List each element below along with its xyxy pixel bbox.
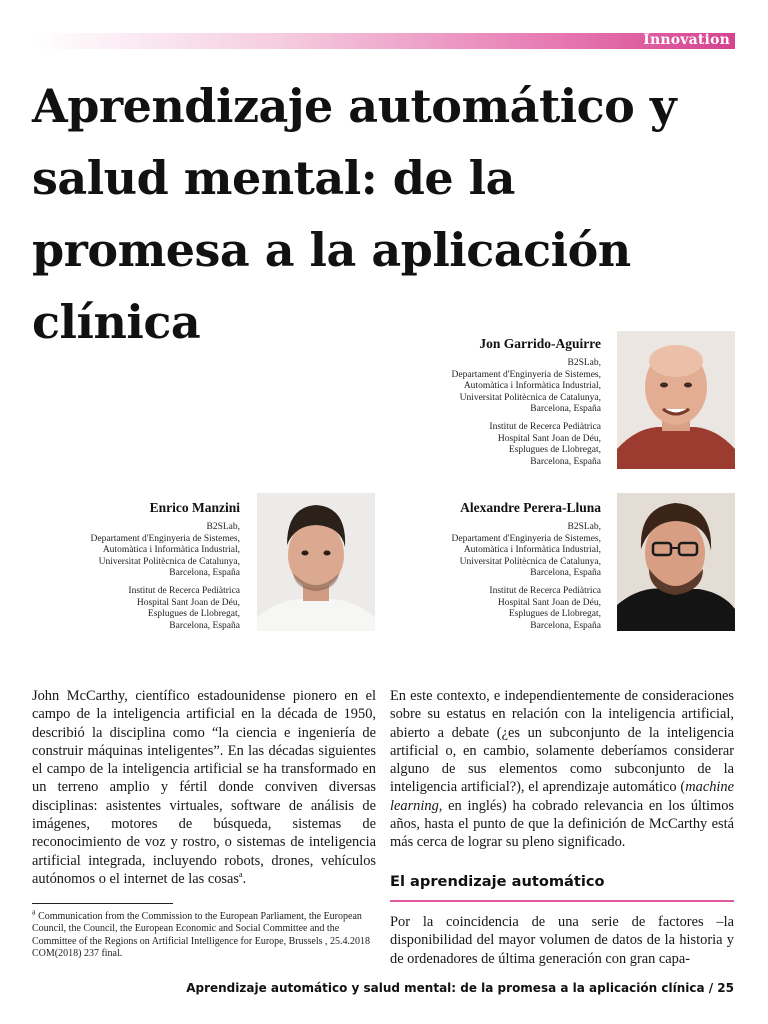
author-affiliation-1 <box>341 358 601 416</box>
affiliation-line: Hospital Sant Joan de Déu, <box>497 433 601 444</box>
paragraph: Por la coincidencia de una serie de factores –la disponibilidad del mayor volumen de datos de la historia y de ordenadores de última generación con gran capa- <box>390 914 734 967</box>
paragraph-text: . <box>242 870 247 887</box>
author-name: Alexandre Perera-Lluna <box>460 500 601 515</box>
author-affiliation-2 <box>341 586 601 632</box>
article-title: Aprendizaje automático y salud mental: de la promesa a la aplicación clínica <box>32 79 677 349</box>
author-name: Enrico Manzini <box>149 500 240 515</box>
affiliation-line: Barcelona, España <box>169 620 240 631</box>
affiliation-line: Barcelona, España <box>530 456 601 467</box>
author-affiliation-2 <box>0 586 240 632</box>
affiliation-line: B2SLab, <box>206 522 240 532</box>
footnote-reference: a <box>239 870 243 880</box>
author-block-garrido <box>341 336 601 468</box>
section-heading: El aprendizaje automático <box>390 873 605 890</box>
author-block-perera <box>341 500 601 632</box>
paragraph-text: John McCarthy, científico estadounidense pionero en el campo de la inteligencia artificial en la década de 1950, describió la disciplina como “la ciencia e ingeniería de construir máquinas inteligentes”. En las décadas siguientes el campo de la inteligencia artificial se ha transformado en un terreno amplio y fértil donde conviven diversas disciplinas: asistentes virtuales, software de análisis de imágenes, motores de búsqueda, sistemas de reconocimiento de voz y rostro, o sistemas de inteligencia artificial integrada, incluyendo robots, drones, vehículos autónomos o el internet de las cosas <box>32 688 376 887</box>
affiliation-line: Esplugues de Llobregat, <box>508 609 601 620</box>
footnote-divider <box>32 903 173 904</box>
paragraph <box>390 687 734 852</box>
affiliation-line: Departament d'Enginyeria de Sistemes, <box>451 369 601 380</box>
author-photo-garrido <box>617 331 735 469</box>
author-affiliation-2 <box>341 422 601 468</box>
body-column-1 <box>32 687 376 888</box>
author-name: Jon Garrido-Aguirre <box>479 336 601 351</box>
paragraph-text: En este contexto, e independientemente de consideraciones sobre su estatus en relación con la inteligencia artificial, abierto a debate (¿es un subconjunto de la inteligencia artificial o, en cambio, solamente deberíamos considerar alguno de sus elementos como subconjunto de la inteligencia artificial?), el aprendizaje automático ( <box>390 688 734 796</box>
affiliation-line: Universitat Politècnica de Catalunya, <box>459 556 601 567</box>
affiliation-line: Institut de Recerca Pediàtrica <box>489 585 601 596</box>
author-photo-perera <box>617 493 735 631</box>
running-footer: Aprendizaje automático y salud mental: de la promesa a la aplicación clínica / 25 <box>186 981 734 995</box>
footnote-text: Communication from the Commission to the European Parliament, the European Council, the Council, the European Economic and Social Committee and the Committee of the Regions on Artificial Intelligence for Europe, Brussels , 25.4.2018 COM(2018) 237 final. <box>32 911 370 959</box>
affiliation-line: Barcelona, España <box>530 620 601 631</box>
section-heading-rule <box>390 900 734 902</box>
footnote <box>32 907 376 960</box>
author-affiliation-1 <box>0 522 240 580</box>
affiliation-line: Departament d'Enginyeria de Sistemes, <box>451 533 601 544</box>
affiliation-line: B2SLab, <box>567 358 601 368</box>
affiliation-line: Barcelona, España <box>169 568 240 579</box>
affiliation-line: B2SLab, <box>567 522 601 532</box>
emphasis-text: machine learning <box>390 779 734 814</box>
section-header-bar <box>32 33 735 49</box>
affiliation-line: Hospital Sant Joan de Déu, <box>136 597 240 608</box>
affiliation-line: Departament d'Enginyeria de Sistemes, <box>90 533 240 544</box>
body-column-2-continued <box>390 913 734 968</box>
affiliation-line: Automàtica i Informàtica Industrial, <box>463 545 601 556</box>
affiliation-line: Universitat Politècnica de Catalunya, <box>98 556 240 567</box>
affiliation-line: Institut de Recerca Pediàtrica <box>128 585 240 596</box>
affiliation-line: Automàtica i Informàtica Industrial, <box>463 381 601 392</box>
affiliation-line: Institut de Recerca Pediàtrica <box>489 421 601 432</box>
paragraph-text: , en inglés) ha cobrado relevancia en los últimos años, hasta el punto de que la definición de McCarthy está más cerca de lograr su pleno significado. <box>390 797 734 851</box>
author-block-manzini <box>0 500 240 632</box>
footnote-marker: a <box>32 907 36 917</box>
affiliation-line: Esplugues de Llobregat, <box>147 609 240 620</box>
affiliation-line: Barcelona, España <box>530 404 601 415</box>
paragraph <box>32 687 376 888</box>
section-label: Innovation <box>643 32 730 48</box>
affiliation-line: Hospital Sant Joan de Déu, <box>497 597 601 608</box>
affiliation-line: Automàtica i Informàtica Industrial, <box>102 545 240 556</box>
author-affiliation-1 <box>341 522 601 580</box>
affiliation-line: Universitat Politècnica de Catalunya, <box>459 392 601 403</box>
body-column-2 <box>390 687 734 852</box>
affiliation-line: Esplugues de Llobregat, <box>508 445 601 456</box>
affiliation-line: Barcelona, España <box>530 568 601 579</box>
